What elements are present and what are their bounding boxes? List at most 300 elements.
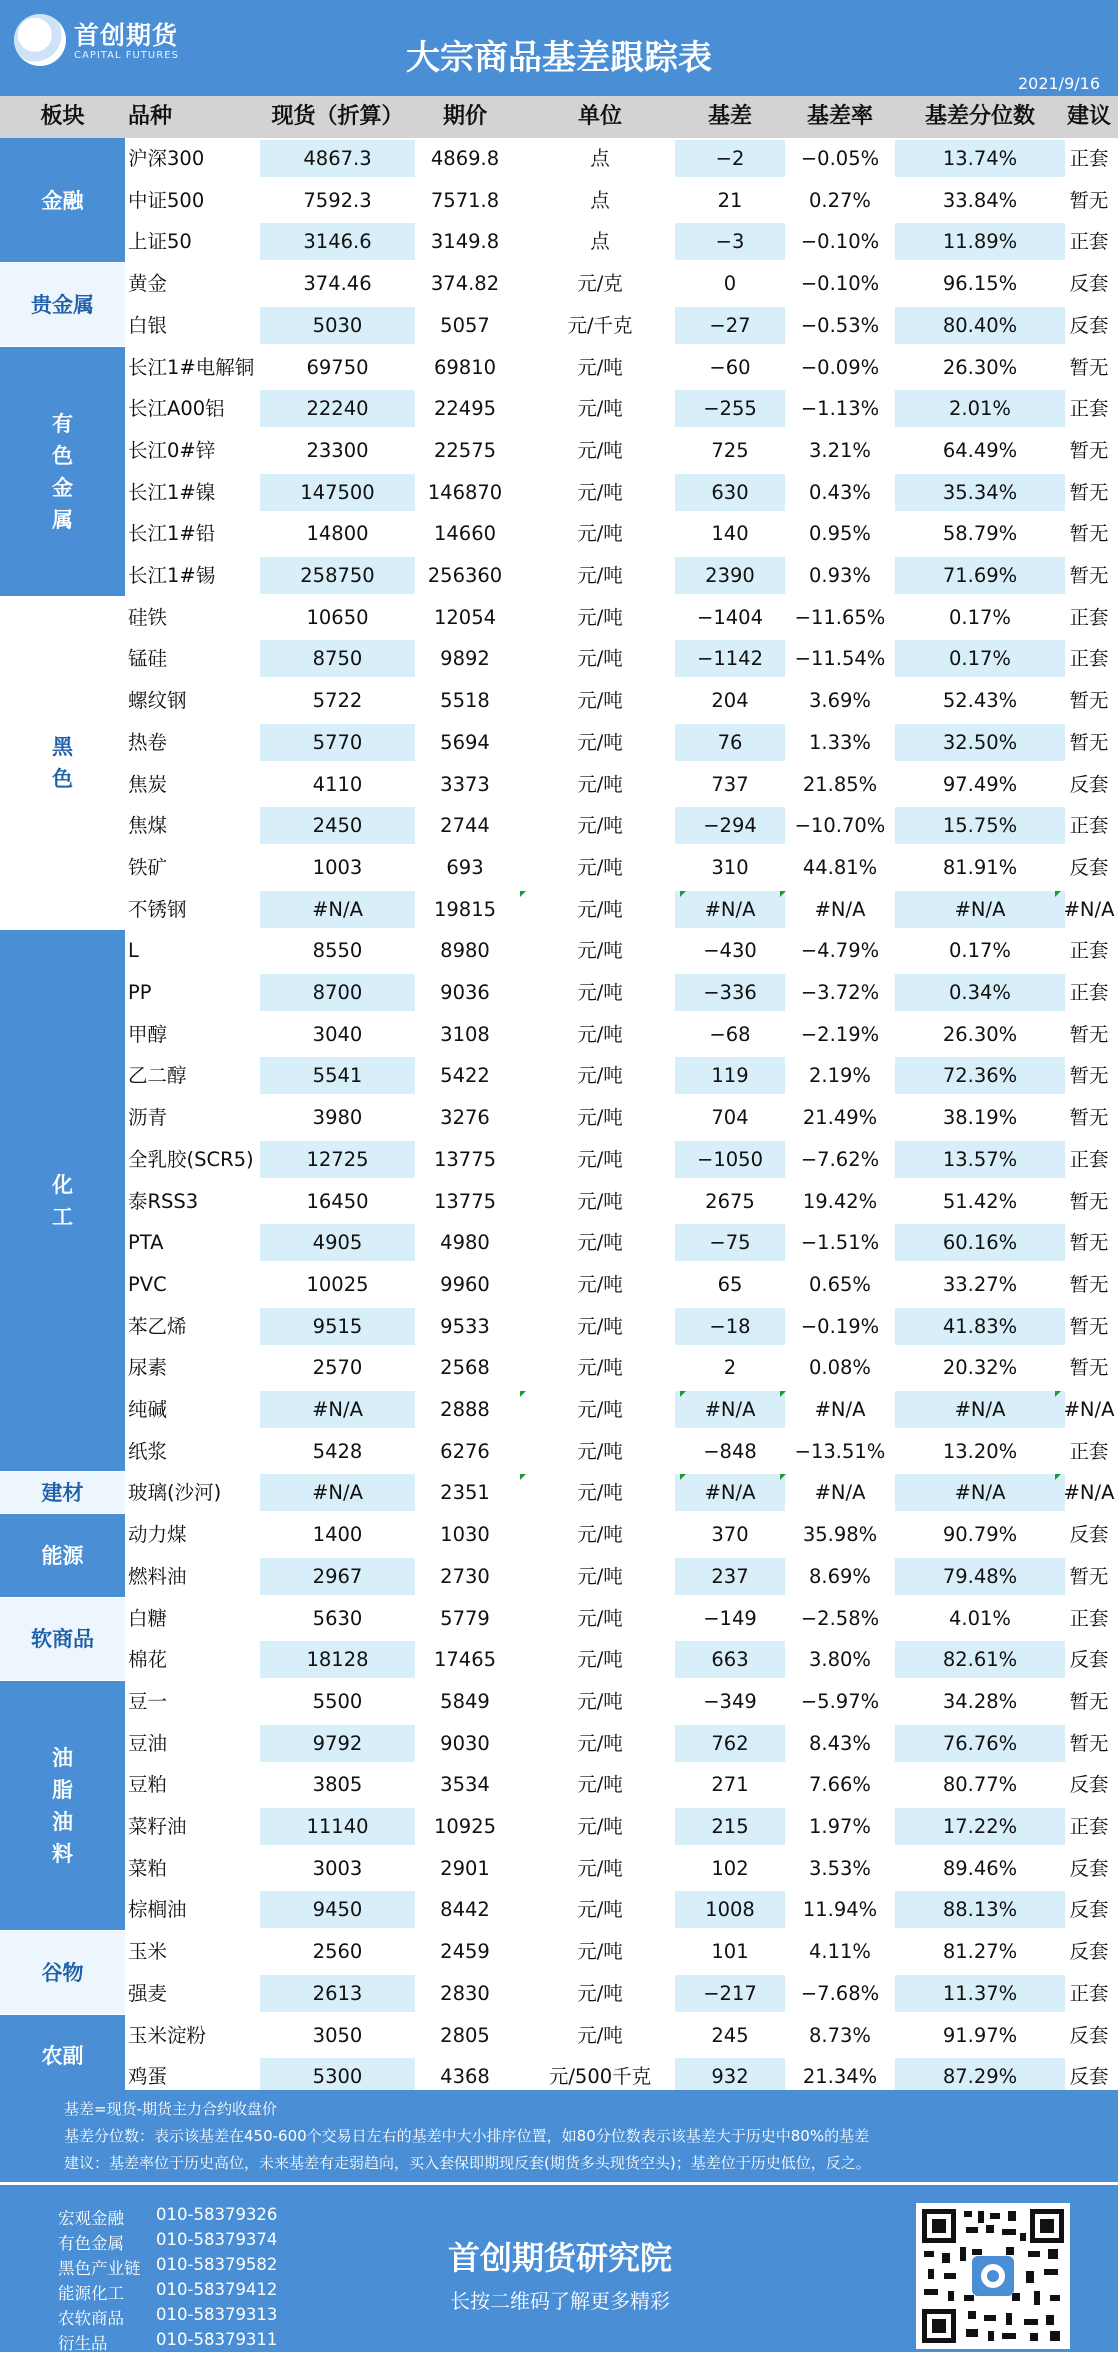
table-row [125,1306,1118,1348]
futures-price: 4980 [440,1231,490,1255]
advice: 暂无 [1069,1231,1109,1255]
table-row [125,1681,1118,1723]
product-name: 沥青 [128,1106,168,1130]
advice: 反套 [1069,1856,1109,1880]
advice: 暂无 [1069,522,1109,546]
col-unit: 单位 [577,104,622,129]
spot-price: 69750 [306,355,369,379]
advice: 暂无 [1069,1022,1109,1046]
advice: 反套 [1069,272,1109,296]
advice: 暂无 [1069,1064,1109,1088]
error-indicator-icon [1055,1391,1061,1397]
spot-price: 5541 [312,1064,363,1088]
table-row [125,555,1118,597]
product-name: 鸡蛋 [128,2065,168,2089]
futures-price: 14660 [433,522,497,546]
error-indicator-icon [520,1474,526,1480]
basis-rate: 3.21% [809,438,871,462]
unit: 元/吨 [577,2023,623,2047]
futures-price: 10925 [433,1815,497,1838]
basis-rate: −2.58% [800,1606,880,1630]
spot-price: 2570 [312,1356,363,1380]
basis-percentile: 17.22% [942,1815,1018,1838]
basis-value: 2390 [705,564,755,587]
sector-label: 建材 [0,1472,125,1514]
advice: 反套 [1069,1773,1109,1797]
spot-price: 4110 [312,772,363,796]
basis-rate: −0.05% [800,147,880,170]
unit: 元/吨 [577,355,623,379]
advice: 暂无 [1069,564,1109,587]
product-name: 沪深300 [128,147,205,170]
unit: 元/吨 [577,1189,623,1213]
table-row [125,972,1118,1014]
basis-percentile: 60.16% [942,1231,1018,1255]
futures-price: 17465 [433,1648,497,1672]
basis-rate: 7.66% [809,1773,871,1797]
basis-percentile: 26.30% [942,355,1018,379]
basis-percentile: 90.79% [942,1523,1018,1547]
advice: 正套 [1069,1815,1109,1838]
unit: 点 [590,188,610,212]
basis-value: 310 [711,855,749,879]
basis-percentile: 71.69% [942,564,1018,587]
spot-price: 2613 [312,1981,363,2005]
basis-rate: 1.33% [809,730,871,754]
futures-price: 693 [446,855,484,879]
table-row [125,1264,1118,1306]
futures-price: 9036 [440,981,490,1004]
advice: 暂无 [1069,480,1109,504]
spot-price: 12725 [306,1147,369,1171]
table-row [125,1973,1118,2015]
futures-price: 4368 [440,2065,490,2089]
unit: 元/吨 [577,1898,623,1922]
basis-percentile: 0.17% [949,647,1011,671]
futures-price: 5694 [440,730,490,754]
basis-value: −2 [715,147,745,170]
advice: 暂无 [1069,1314,1109,1338]
spot-price: 14800 [306,522,369,546]
product-name: 黄金 [128,272,168,296]
unit: 元/吨 [577,730,623,754]
basis-percentile: 34.28% [942,1689,1018,1713]
basis-rate: −0.53% [800,313,880,337]
advice: 正套 [1069,230,1109,254]
basis-value: −336 [703,981,757,1004]
unit: 元/吨 [577,1314,623,1338]
sector-label: 化工 [0,930,125,1472]
contact-item [58,2230,318,2255]
product-name: 燃料油 [128,1564,187,1588]
product-name: 长江1#镍 [128,480,216,504]
table-row [125,1889,1118,1931]
basis-rate: −1.51% [800,1231,880,1255]
basis-percentile: 80.40% [942,313,1018,337]
spot-price: 4905 [312,1231,363,1255]
product-name: 白银 [128,313,168,337]
table-row [125,680,1118,722]
basis-rate: 21.85% [802,772,878,796]
unit: 元/吨 [577,1731,623,1755]
product-name: 铁矿 [128,855,168,879]
futures-price: 5057 [440,313,490,337]
error-indicator-icon [1055,1474,1061,1480]
product-name: 玉米淀粉 [128,2023,207,2047]
basis-percentile: 87.29% [942,2065,1018,2089]
table-row [125,1347,1118,1389]
basis-table [0,138,1118,2090]
spot-price: 258750 [300,564,375,587]
col-basis-percentile: 基差分位数 [924,104,1035,129]
product-name: PVC [128,1272,167,1296]
spot-price: 8700 [312,981,363,1004]
futures-price: 256360 [427,564,503,587]
spot-price: 3003 [312,1856,363,1880]
futures-price: 2351 [440,1481,490,1505]
table-row [125,1806,1118,1848]
basis-rate: 0.27% [809,188,871,212]
error-indicator-icon [780,891,786,897]
sector-label: 金融 [0,138,125,263]
basis-rate: 1.97% [809,1815,871,1838]
spot-price: 374.46 [303,272,372,296]
basis-value: 140 [711,522,749,546]
table-header [0,96,1118,138]
unit: 元/吨 [577,605,623,629]
error-indicator-icon [680,891,686,897]
basis-value: 725 [711,438,749,462]
spot-price: 5770 [312,730,363,754]
basis-rate: −1.13% [800,397,880,421]
futures-price: 12054 [433,605,497,629]
note-advice-definition: 建议：基差率位于历史高位，未来基差有走弱趋向，买入套保即期现反套(期货多头现货空头)；基差位于历史低位，反之。 [64,2154,871,2172]
product-name: 焦炭 [128,772,168,796]
unit: 元/吨 [577,1815,623,1838]
spot-price: 3040 [312,1022,363,1046]
product-name: 长江0#锌 [128,438,216,462]
product-name: 锰硅 [128,647,168,671]
contact-item [58,2255,318,2280]
unit: 元/吨 [577,814,623,838]
advice: 反套 [1069,1940,1109,1964]
unit: 元/吨 [577,689,623,713]
basis-rate: 3.69% [809,689,871,713]
basis-rate: 3.80% [809,1648,871,1672]
contact-phone: 010-58379313 [156,2305,278,2324]
basis-percentile: 79.48% [942,1564,1018,1588]
contact-dept: 有色金属 [58,2234,124,2253]
col-advice: 建议 [1066,104,1111,129]
table-row [125,1931,1118,1973]
unit: 元/吨 [577,647,623,671]
table-row [125,1472,1118,1514]
futures-price: 69810 [433,355,497,379]
spot-price: 2450 [312,814,363,838]
basis-rate: #N/A [814,1481,866,1505]
table-row [125,472,1118,514]
futures-price: 7571.8 [430,188,500,212]
basis-percentile: 32.50% [942,730,1018,754]
basis-percentile: 82.61% [942,1648,1018,1672]
basis-rate: #N/A [814,897,866,921]
table-row [125,1389,1118,1431]
futures-price: 3276 [440,1106,490,1130]
basis-value: #N/A [704,897,756,921]
basis-percentile: 26.30% [942,1022,1018,1046]
footer [0,2185,1118,2352]
advice: 反套 [1069,2023,1109,2047]
futures-price: 374.82 [430,272,500,296]
spot-price: 5630 [312,1606,363,1630]
spot-price: 11140 [306,1815,369,1838]
spot-price: 3146.6 [303,230,372,254]
table-row [125,180,1118,222]
basis-value: 932 [711,2065,749,2089]
spot-price: 2560 [312,1940,363,1964]
contact-item [58,2330,318,2355]
unit: 元/吨 [577,1064,623,1088]
product-name: 不锈钢 [128,897,187,921]
basis-value: −149 [703,1606,757,1630]
product-name: 尿素 [128,1356,168,1380]
basis-value: −1142 [697,647,763,671]
advice: 反套 [1069,1648,1109,1672]
table-row [125,138,1118,180]
basis-value: −60 [709,355,751,379]
unit: 元/吨 [577,1564,623,1588]
spot-price: #N/A [312,1481,363,1505]
basis-value: 762 [711,1731,749,1755]
product-name: PP [128,981,152,1004]
logo-name: 首创期货 [74,21,179,50]
product-name: 泰RSS3 [128,1189,199,1213]
futures-price: 5779 [440,1606,490,1630]
basis-rate: 8.69% [809,1564,871,1588]
spot-price: 9792 [312,1731,363,1755]
basis-percentile: 41.83% [942,1314,1018,1338]
product-name: 纯碱 [128,1398,168,1421]
advice: 反套 [1069,1898,1109,1922]
sector-label: 黑色 [0,597,125,931]
advice: 正套 [1069,1981,1109,2005]
basis-value: 271 [711,1773,749,1797]
product-name: 豆粕 [128,1773,168,1797]
spot-price: #N/A [312,897,363,921]
table-row [125,764,1118,806]
basis-rate: #N/A [814,1398,866,1421]
sector-label: 贵金属 [0,263,125,346]
basis-percentile: 33.27% [942,1272,1018,1296]
basis-value: 737 [711,772,749,796]
unit: 元/吨 [577,438,623,462]
basis-percentile: #N/A [954,1481,1006,1505]
table-row [125,722,1118,764]
basis-rate: 0.93% [809,564,871,587]
table-row [125,1598,1118,1640]
basis-value: 119 [711,1064,749,1088]
futures-price: 8442 [440,1898,490,1922]
basis-percentile: 72.36% [942,1064,1018,1088]
futures-price: 3108 [440,1022,490,1046]
unit: 元/吨 [577,1356,623,1380]
product-name: 螺纹钢 [128,689,187,713]
advice: 暂无 [1069,1731,1109,1755]
futures-price: 2888 [440,1398,490,1421]
advice: 反套 [1069,1523,1109,1547]
advice: #N/A [1063,1398,1115,1421]
table-row [125,847,1118,889]
basis-value: −430 [703,939,757,963]
unit: 元/吨 [577,564,623,587]
unit: 元/吨 [577,480,623,504]
unit: 元/千克 [567,313,633,337]
product-name: 纸浆 [128,1439,168,1463]
unit: 元/吨 [577,1523,623,1547]
contact-phone: 010-58379582 [156,2255,278,2274]
unit: 元/吨 [577,1398,623,1421]
spot-price: 9515 [312,1314,363,1338]
futures-price: 3149.8 [430,230,500,254]
unit: 元/吨 [577,1106,623,1130]
table-row [125,1097,1118,1139]
basis-value: 0 [723,272,737,296]
table-row [125,805,1118,847]
advice: 暂无 [1069,730,1109,754]
futures-price: 9030 [440,1731,490,1755]
basis-value: 630 [711,480,749,504]
basis-value: −848 [703,1439,757,1463]
basis-percentile: 81.27% [942,1940,1018,1964]
spot-price: 1400 [312,1523,363,1547]
basis-percentile: 76.76% [942,1731,1018,1755]
futures-price: 8980 [440,939,490,963]
basis-percentile: 13.20% [942,1439,1018,1463]
qr-code[interactable] [916,2203,1070,2349]
contact-item [58,2280,318,2305]
unit: 点 [590,230,610,254]
futures-price: 2744 [440,814,490,838]
contact-phone: 010-58379326 [156,2205,278,2224]
basis-value: −1050 [697,1147,763,1171]
advice: 暂无 [1069,689,1109,713]
basis-value: 215 [711,1815,749,1838]
product-name: 长江1#铅 [128,522,216,546]
spot-price: 18128 [306,1648,369,1672]
basis-percentile: 0.34% [949,981,1011,1004]
basis-value: #N/A [704,1481,756,1505]
unit: 元/吨 [577,897,623,921]
basis-percentile: 89.46% [942,1856,1018,1880]
contact-item [58,2305,318,2330]
unit: 元/500千克 [548,2065,652,2089]
col-sector: 板块 [40,104,85,129]
advice: 反套 [1069,772,1109,796]
contact-dept: 宏观金融 [58,2209,124,2228]
basis-rate: 21.34% [802,2065,878,2089]
basis-value: 76 [717,730,743,754]
futures-price: 2568 [440,1356,490,1380]
futures-price: 19815 [433,897,497,921]
table-row [125,1556,1118,1598]
product-name: 玉米 [128,1940,168,1964]
basis-percentile: #N/A [954,897,1006,921]
advice: 暂无 [1069,1272,1109,1296]
basis-value: −27 [709,313,751,337]
futures-price: 2901 [440,1856,490,1880]
header-banner [0,0,1118,96]
advice: 正套 [1069,1439,1109,1463]
sector-label: 农副 [0,2015,125,2098]
basis-value: 1008 [705,1898,755,1922]
futures-price: 2459 [440,1940,490,1964]
advice: 正套 [1069,981,1109,1004]
advice: 反套 [1069,2065,1109,2089]
basis-value: −294 [703,814,757,838]
table-row [125,347,1118,389]
basis-value: 370 [711,1523,749,1547]
spot-price: 10650 [306,605,369,629]
table-row [125,1848,1118,1890]
futures-price: 146870 [427,480,503,504]
product-name: 白糖 [128,1606,168,1630]
basis-percentile: 51.42% [942,1189,1018,1213]
advice: 正套 [1069,605,1109,629]
product-name: PTA [128,1231,164,1255]
advice: 反套 [1069,855,1109,879]
contact-dept: 农软商品 [58,2309,124,2328]
spot-price: 3805 [312,1773,363,1797]
basis-percentile: 20.32% [942,1356,1018,1380]
table-row [125,513,1118,555]
table-row [125,1139,1118,1181]
basis-value: 237 [711,1564,749,1588]
product-name: 长江1#锡 [128,564,216,587]
unit: 元/吨 [577,1147,623,1171]
product-name: 硅铁 [128,605,168,629]
unit: 元/吨 [577,1481,623,1505]
product-name: 热卷 [128,730,168,754]
spot-price: 7592.3 [303,188,372,212]
spot-price: 5300 [312,2065,363,2089]
table-row [125,1723,1118,1765]
basis-rate: −11.65% [794,605,886,629]
page-title: 大宗商品基差跟踪表 [406,38,712,78]
product-name: 长江A00铝 [128,397,225,421]
basis-value: 102 [711,1856,749,1880]
basis-rate: 35.98% [802,1523,878,1547]
advice: 正套 [1069,397,1109,421]
error-indicator-icon [680,1391,686,1397]
product-name: 豆油 [128,1731,168,1755]
basis-rate: −7.68% [800,1981,880,2005]
error-indicator-icon [1055,891,1061,897]
unit: 点 [590,147,610,170]
table-row [125,1639,1118,1681]
table-row [125,1055,1118,1097]
advice: 暂无 [1069,438,1109,462]
basis-percentile: 11.37% [942,1981,1018,2005]
contact-dept: 衍生品 [58,2334,108,2353]
table-row [125,263,1118,305]
basis-rate: 8.43% [809,1731,871,1755]
table-row [125,597,1118,639]
error-indicator-icon [680,1474,686,1480]
basis-percentile: 0.17% [949,605,1011,629]
basis-percentile: 64.49% [942,438,1018,462]
basis-rate: −4.79% [800,939,880,963]
basis-percentile: 11.89% [942,230,1018,254]
